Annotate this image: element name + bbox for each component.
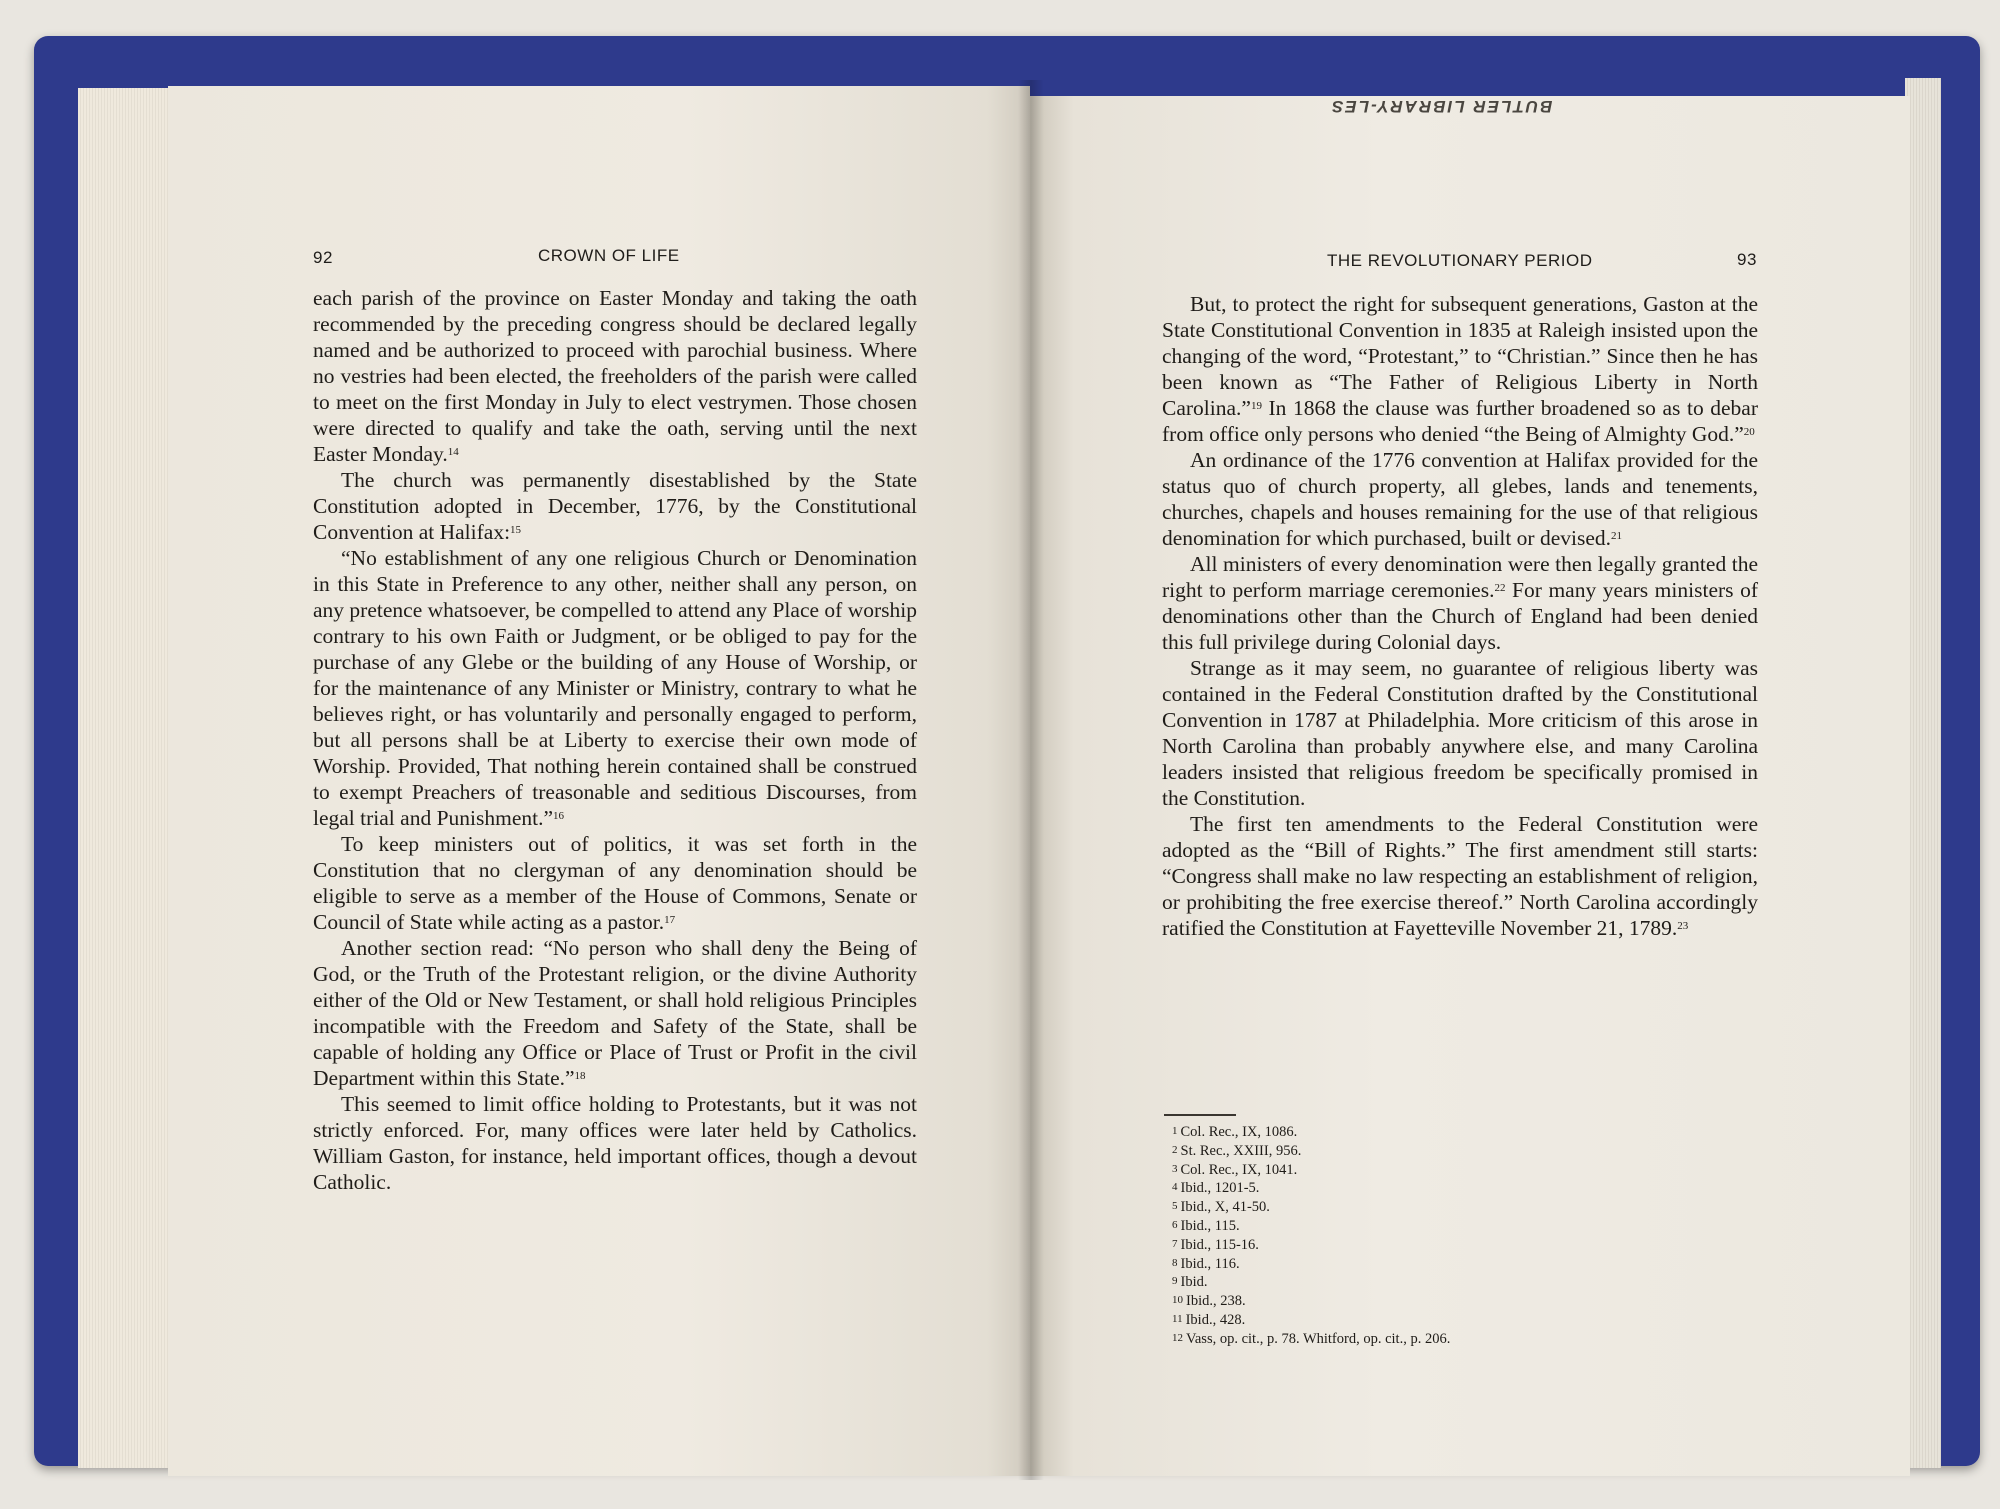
footnote-text: Ibid., X, 41-50. bbox=[1180, 1199, 1270, 1216]
paragraph bbox=[1162, 655, 1758, 811]
footnote-number: 9 bbox=[1172, 1275, 1178, 1288]
paragraph-text: Strange as it may seem, no guarantee of religious liberty was contained in the Federal Constitution drafted by the Constitutional Convention in 1787 at Philadelphia. More criticism of this arose in North Carolina than probably anywhere else, and many Carolina leaders insisted that religious freedom be specifically promised in the Constitution. bbox=[1162, 656, 1758, 810]
footnote-text: Ibid., 428. bbox=[1185, 1311, 1246, 1328]
footnote-ref: 15 bbox=[510, 524, 522, 536]
footnote-ref: 14 bbox=[447, 446, 459, 458]
footnote-text: Ibid., 116. bbox=[1180, 1255, 1240, 1272]
paragraph-text: This seemed to limit office holding to Protestants, but it was not strictly enforced. For, many offices were later held by Catholics. William Gaston, for instance, held important offices, though a devout Catholic. bbox=[313, 1092, 917, 1194]
page-edges-right bbox=[1905, 78, 1941, 1468]
footnote-text: Ibid., 238. bbox=[1186, 1293, 1246, 1310]
paragraph-text: An ordinance of the 1776 convention at Halifax provided for the status quo of church property, all glebes, lands and tenements, churches, chapels and houses remaining for the use of that religious denomination for which purchased, built or devised. bbox=[1162, 448, 1758, 550]
footnote-item bbox=[1172, 1311, 1450, 1330]
footnotes bbox=[1172, 1123, 1450, 1349]
footnote-number: 11 bbox=[1172, 1312, 1183, 1325]
footnote-text: Ibid. bbox=[1180, 1274, 1208, 1291]
footnote-text: Ibid., 115-16. bbox=[1180, 1236, 1259, 1253]
page-edges-left bbox=[78, 88, 178, 1468]
paragraph bbox=[313, 935, 917, 1091]
footnote-item bbox=[1172, 1142, 1450, 1161]
right-page-body bbox=[1162, 291, 1758, 941]
footnote-item bbox=[1172, 1123, 1450, 1142]
footnote-item bbox=[1172, 1179, 1450, 1198]
footnote-text: Ibid., 115. bbox=[1180, 1217, 1240, 1234]
paragraph-text: All ministers of every denomination were then legally granted the right to perform marriage ceremonies. bbox=[1162, 552, 1758, 602]
paragraph-text: In 1868 the clause was further broadened so as to debar from office only persons who denied “the Being of Almighty God.” bbox=[1162, 396, 1758, 446]
paragraph-text: But, to protect the right for subsequent generations, Gaston at the State Constitutional Convention in 1835 at Raleigh insisted upon the changing of the word, “Protestant,” to “Christian.” Since then he has been known as “The Father of Religious Liberty in North Carolina.” bbox=[1162, 292, 1758, 420]
paragraph-text: The first ten amendments to the Federal Constitution were adopted as the “Bill of Rights.” The first amendment still starts: “Congress shall make no law respecting an establishment of religion, or prohibiting the free exercise thereof.” North Carolina accordingly ratified the Constitution at Fayetteville November 21, 1789. bbox=[1162, 812, 1758, 940]
left-running-head: CROWN OF LIFE bbox=[538, 246, 680, 265]
footnote-rule bbox=[1164, 1114, 1236, 1116]
footnote-text: Ibid., 1201-5. bbox=[1180, 1180, 1260, 1197]
right-running-head: THE REVOLUTIONARY PERIOD bbox=[1327, 251, 1593, 270]
footnote-item bbox=[1172, 1273, 1450, 1292]
footnote-number: 10 bbox=[1172, 1294, 1183, 1307]
footnote-text: Col. Rec., IX, 1086. bbox=[1180, 1124, 1298, 1140]
paragraph-text: Another section read: “No person who shall deny the Being of God, or the Truth of the Protestant religion, or the divine Authority either of the Old or New Testament, or shall hold religious Principles incompatible with the Freedom and Safety of the State, shall be capable of holding any Office or Place of Trust or Profit in the civil Department within this State.” bbox=[313, 936, 917, 1090]
paragraph bbox=[313, 285, 917, 467]
footnote-ref: 18 bbox=[574, 1070, 586, 1082]
footnote-item bbox=[1172, 1198, 1450, 1217]
footnote-number: 6 bbox=[1172, 1218, 1178, 1231]
right-page-number: 93 bbox=[1737, 250, 1757, 269]
left-page-body bbox=[313, 285, 917, 1195]
footnote-item bbox=[1172, 1330, 1450, 1349]
paragraph-text: To keep ministers out of politics, it was set forth in the Constitution that no clergyman of any denomination should be eligible to serve as a member of the House of Commons, Senate or Council of State while acting as a pastor. bbox=[313, 832, 917, 934]
paragraph bbox=[1162, 551, 1758, 655]
footnote-number: 2 bbox=[1172, 1143, 1178, 1156]
footnote-number: 7 bbox=[1172, 1237, 1178, 1250]
footnote-ref: 21 bbox=[1611, 530, 1623, 542]
footnote-text: St. Rec., XXIII, 956. bbox=[1180, 1142, 1302, 1159]
library-edge-stamp: BUTLER LIBRARY-LES bbox=[1330, 97, 1553, 116]
paragraph bbox=[1162, 811, 1758, 941]
paragraph bbox=[313, 545, 917, 831]
footnote-item bbox=[1172, 1236, 1450, 1255]
paragraph bbox=[1162, 447, 1758, 551]
spine-gutter bbox=[1018, 80, 1044, 1480]
paragraph-text: For many years ministers of denominations other than the Church of England had been denied this full privilege during Colonial days. bbox=[1162, 578, 1758, 654]
footnote-number: 3 bbox=[1172, 1162, 1178, 1175]
footnote-text: Col. Rec., IX, 1041. bbox=[1180, 1161, 1298, 1178]
paragraph-text: The church was permanently disestablished by the State Constitution adopted in December, 1776, by the Constitutional Convention at Halifax: bbox=[313, 468, 917, 544]
paragraph bbox=[313, 1091, 917, 1195]
footnote-number: 12 bbox=[1172, 1331, 1183, 1344]
footnote-number: 1 bbox=[1172, 1125, 1178, 1137]
footnote-number: 4 bbox=[1172, 1181, 1178, 1194]
footnote-item bbox=[1172, 1292, 1450, 1311]
left-page-number: 92 bbox=[313, 248, 333, 267]
footnote-item bbox=[1172, 1161, 1450, 1180]
paragraph bbox=[313, 831, 917, 935]
paragraph-text: “No establishment of any one religious Church or Denomination in this State in Preference to any other, neither shall any person, on any pretence whatsoever, be compelled to attend any Place of worship contrary to his own Faith or Judgment, or be obliged to pay for the purchase of any Glebe or the building of any House of Worship, or for the maintenance of any Minister or Ministry, contrary to what he believes right, or has voluntarily and personally engaged to perform, but all persons shall be at Liberty to exercise their own mode of Worship. Provided, That nothing herein contained shall be construed to exempt Preachers of treasonable and seditious Discourses, from legal trial and Punishment.” bbox=[313, 546, 917, 830]
footnote-ref: 19 bbox=[1250, 400, 1262, 412]
footnote-item bbox=[1172, 1217, 1450, 1236]
footnote-text: Vass, op. cit., p. 78. Whitford, op. cit., p. 206. bbox=[1186, 1330, 1451, 1347]
footnote-number: 8 bbox=[1172, 1256, 1178, 1269]
paragraph bbox=[1162, 291, 1758, 447]
footnote-ref: 22 bbox=[1494, 582, 1506, 594]
footnote-ref: 20 bbox=[1743, 426, 1755, 438]
paragraph-text: each parish of the province on Easter Monday and taking the oath recommended by the preceding congress should be declared legally named and be authorized to proceed with parochial business. Where no vestries had been elected, the freeholders of the parish were called to meet on the first Monday in July to elect vestrymen. Those chosen were directed to qualify and take the oath, serving until the next Easter Monday. bbox=[313, 286, 917, 466]
footnote-ref: 17 bbox=[664, 914, 676, 926]
footnote-ref: 23 bbox=[1677, 920, 1689, 932]
footnote-ref: 16 bbox=[553, 810, 565, 822]
footnote-item bbox=[1172, 1255, 1450, 1274]
footnote-number: 5 bbox=[1172, 1200, 1178, 1213]
paragraph bbox=[313, 467, 917, 545]
